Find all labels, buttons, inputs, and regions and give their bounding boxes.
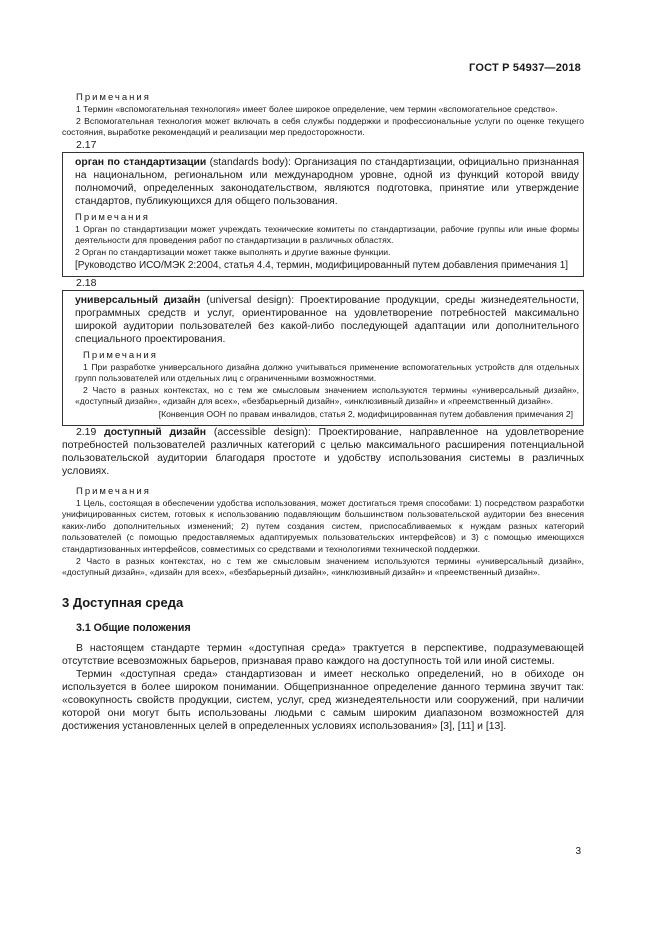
page-content xyxy=(62,92,584,733)
term-definition xyxy=(75,156,579,208)
body-paragraph: В настоящем стандарте термин «доступная среда» трактуется в перспективе, подразумевающей отсутствие всевозможных барьеров, признавая право каждого на доступность той или иной системы. xyxy=(62,642,584,667)
note-item: 2 Часто в разных контекстах, но с тем же смысловым значением используются термины «универсальный дизайн», «доступный дизайн», «дизайн для всех», «безбарьерный дизайн», «инклюзивный дизайн» и «преемственный дизайн». xyxy=(62,555,584,578)
note-item: 2 Часто в разных контекстах, но с тем же смысловым значением используются термины «универсальный дизайн», «доступный дизайн», «дизайн для всех», «безбарьерный дизайн», «инклюзивный дизайн» и «преемственный дизайн». xyxy=(75,384,579,407)
term-english: (standards body): xyxy=(206,156,295,168)
document-header: ГОСТ Р 54937—2018 xyxy=(469,62,581,74)
notes-block-top xyxy=(62,92,584,139)
note-item: 1 Термин «вспомогательная технология» имеет более широкое определение, чем термин «вспомогательное средство». xyxy=(76,104,558,114)
notes-label: Примечания xyxy=(76,485,151,497)
subsection-heading: 3.1 Общие положения xyxy=(76,621,191,634)
term-2-19-definition xyxy=(62,426,584,478)
term-definition-text: Организация по стандартизации, официально признанная на национальном, региональном или международном уровне, одной из функций которой ввиду полномочий, определенных законодательством, являются подготовка, принятие или утверждение стандартов, публикующихся для общего пользования. xyxy=(75,156,579,207)
section-heading: 3 Доступная среда xyxy=(62,594,184,610)
term-definition xyxy=(75,294,579,346)
term-definition-text: Проектирование, направленное на удовлетворение потребностей пользователей различных категорий с целью максимального расширения потенциальной пользовательской аудитории благодаря простоте и удобству использования системы в различных условиях. xyxy=(62,426,584,477)
term-name: универсальный дизайн xyxy=(75,294,201,306)
note-item: 2 Вспомогательная технология может включать в себя службы поддержки и профессиональные услуги по оценке текущего состояния, выработке рекомендаций и реализации мер предосторожности. xyxy=(62,115,584,138)
note-item: 1 Цель, состоящая в обеспечении удобства использования, может достигаться тремя способами: 1) посредством разработки унифицированных систем, готовых к использованию подавляющим большинством пользовательской аудитории без внесения каких-либо дополнительных изменений; 2) путем создания систем, приспосабливаемых к нуждам разных категорий пользователей (с помощью предоставляемых адаптируемых пользовательских интерфейсов) и 3) с помощью имеющихся стандартизованных интерфейсов, совместимых со средствами и технологиями технической поддержки. xyxy=(62,497,584,554)
term-definition-text: Проектирование продукции, среды жизнедеятельности, программных средств и услуг, ориентированное на удовлетворение потребностей максимально широкой аудитории пользователей без какой-либо последующей адаптации или дополнительного специального проектирования. xyxy=(75,294,580,345)
term-number: 2.19 xyxy=(76,426,105,438)
note-item: 1 При разработке универсального дизайна должно учитываться применение вспомогательных устройств для отдельных групп пользователей или отдельных лиц с ограниченными возможностями. xyxy=(75,361,579,384)
term-source: [Конвенция ООН по правам инвалидов, статья 2, модифицированная путем добавления примечания 2] xyxy=(158,408,573,419)
term-box-2-18 xyxy=(62,290,584,426)
notes-label: Примечания xyxy=(76,92,151,103)
note-item: 2 Орган по стандартизации может также выполнять и другие важные функции. xyxy=(75,246,391,257)
notes-block-2-19 xyxy=(62,486,584,579)
term-english: (accessible design): xyxy=(206,426,319,438)
note-item: 1 Орган по стандартизации может учреждать технические комитеты по стандартизации, рабочие группы или иные формы деятельности для проведения работ по стандартизации в различных областях. xyxy=(75,223,579,246)
term-source: [Руководство ИСО/МЭК 2:2004, статья 4.4, термин, модифицированный путем добавления примечания 1] xyxy=(75,259,569,271)
term-number: 2.18 xyxy=(76,276,97,289)
notes-label: Примечания xyxy=(75,211,150,223)
notes-label: Примечания xyxy=(83,349,158,361)
term-english: (universal design): xyxy=(200,294,301,306)
body-paragraph: Термин «доступная среда» стандартизован и имеет несколько определений, но в обиходе он используется в более широком понимании. Общепризнанное определение данного термина звучит так: «совокупность свойств продукции, систем, услуг, сред жизнедеятельности или сооружений, при наличии которой они могут быть использованы людьми с самым широким диапазоном возможностей для достижения установленных целей в определенных условиях использования» [3], [11] и [13]. xyxy=(62,668,584,732)
term-box-2-17 xyxy=(62,152,584,277)
term-number: 2.17 xyxy=(76,138,97,151)
page-number: 3 xyxy=(575,846,581,857)
term-name: орган по стандартизации xyxy=(75,156,207,168)
term-name: доступный дизайн xyxy=(104,426,206,438)
